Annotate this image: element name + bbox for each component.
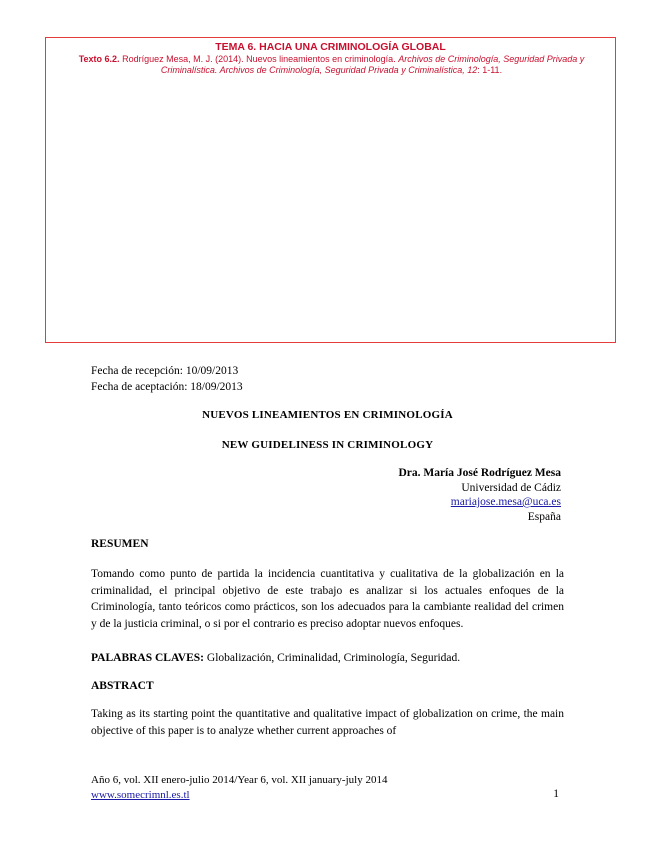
citation-authors: Rodríguez Mesa, M. J. (2014). Nuevos lineamientos en criminología. xyxy=(119,54,399,64)
page-number: 1 xyxy=(553,788,559,800)
title-spanish: NUEVOS LINEAMIENTOS EN CRIMINOLOGÍA xyxy=(202,409,453,421)
keywords-line xyxy=(91,651,460,666)
citation-reference xyxy=(54,54,609,76)
title-english: NEW GUIDELINESS IN CRIMINOLOGY xyxy=(221,439,434,451)
received-date: Fecha de recepción: 10/09/2013 xyxy=(91,365,239,377)
accepted-date: Fecha de aceptación: 18/09/2013 xyxy=(91,381,243,393)
citation-journal: Archivos de Criminología, Seguridad Privada y Criminalística. Archivos de Criminología, Seguridad Privada y Criminalística, 12 xyxy=(160,54,585,75)
keywords-value: Globalización, Criminalidad, Criminología, Seguridad. xyxy=(204,652,461,664)
author-email-link[interactable]: mariajose.mesa@uca.es xyxy=(450,496,561,508)
abstract-heading: ABSTRACT xyxy=(91,680,154,692)
citation-pages: : 1-11. xyxy=(477,65,503,75)
keywords-label: PALABRAS CLAVES: xyxy=(91,652,205,664)
reference-header-box xyxy=(45,37,616,343)
footer-volume: Año 6, vol. XII enero-julio 2014/Year 6, vol. XII january-july 2014 xyxy=(91,774,388,786)
abstract-text: Taking as its starting point the quantitative and qualitative impact of globalization on crime, the main objective of this paper is to analyze whether current approaches of xyxy=(91,708,564,737)
citation-label: Texto 6.2. xyxy=(78,54,120,64)
author-affiliation: Universidad de Cádiz xyxy=(461,482,561,494)
resumen-heading: RESUMEN xyxy=(91,538,149,550)
author-name: Dra. María José Rodríguez Mesa xyxy=(398,467,561,479)
footer-website-link[interactable]: www.somecrimnl.es.tl xyxy=(91,789,190,801)
author-country: España xyxy=(527,511,561,523)
resumen-text: Tomando como punto de partida la incidencia cuantitativa y cualitativa de la globalización en la criminalidad, el principal objetivo de este trabajo es analizar si los actuales enfoques de la Criminología, tanto teóricos como prácticos, son los adecuados para la cambiante realidad del crimen y de la justicia criminal, o si por el contrario es preciso adoptar nuevos enfoques. xyxy=(91,568,564,630)
theme-title: TEMA 6. HACIA UNA CRIMINOLOGÍA GLOBAL xyxy=(215,41,446,53)
